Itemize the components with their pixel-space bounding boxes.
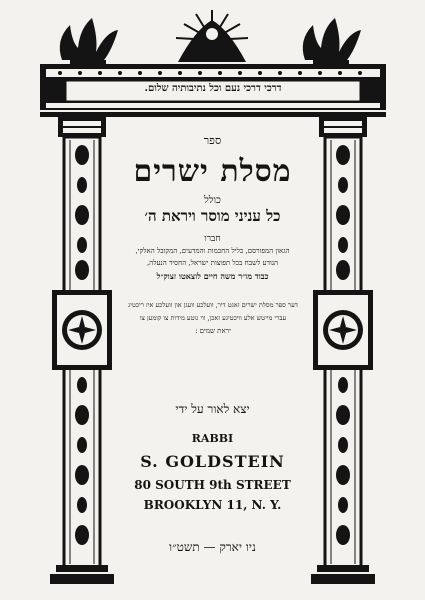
lintel-base xyxy=(40,112,386,117)
address-line-1: 80 SOUTH 9th STREET xyxy=(134,478,291,492)
yiddish-line-2: עברי מייטש אלע וויכטיגע זאכן, ווי גוטע מידות צו קומען צו xyxy=(139,314,287,322)
publisher-name: S. GOLDSTEIN xyxy=(140,452,285,471)
lintel-motto: דרכי דרכי נעם וכל נתיבותיה שלום. xyxy=(144,83,282,94)
kolel-label: כולל xyxy=(204,195,221,206)
address-line-2: BROOKLYN 11, N. Y. xyxy=(143,498,282,512)
right-column-capital xyxy=(319,117,367,137)
author-line-1: הגאון המפורסם, כליל החכמות והמדעים, המקובל האלקי, xyxy=(135,247,290,255)
author-line-3: כבוד מו״ר משה חיים לוצאטו זצוק״ל xyxy=(156,271,269,281)
sunburst-ornament xyxy=(176,10,248,62)
yiddish-line-1: דער ספר מסלת ישרים זאגט דיר, וועלכע וועגן און וועלכע איז ריכטיג xyxy=(128,301,298,309)
right-column-base xyxy=(311,565,375,584)
published-by-label: יצא לאור על ידי xyxy=(175,402,250,416)
lotus-left-ornament xyxy=(60,18,118,65)
lotus-right-ornament xyxy=(303,18,361,65)
rabbi-label: RABBI xyxy=(191,432,234,445)
sefer-label: ספר xyxy=(203,134,222,147)
chibro-label: חברו xyxy=(204,234,221,244)
yiddish-line-3: יראת שמים : xyxy=(195,327,231,335)
place-and-year: ניו יארק — תשט״ו xyxy=(169,540,256,554)
author-line-2: הנודע לשבח בכל תפוצות ישראל, החסיד הנעלה, xyxy=(146,259,279,267)
left-column-base xyxy=(50,565,114,584)
left-column-capital xyxy=(58,117,106,137)
left-rosette-ornament xyxy=(52,290,112,370)
book-title: מסלת ישרים xyxy=(133,154,292,189)
book-subtitle: כל עניני מוסר ויראת ה׳ xyxy=(144,207,281,225)
right-rosette-ornament xyxy=(313,290,373,370)
